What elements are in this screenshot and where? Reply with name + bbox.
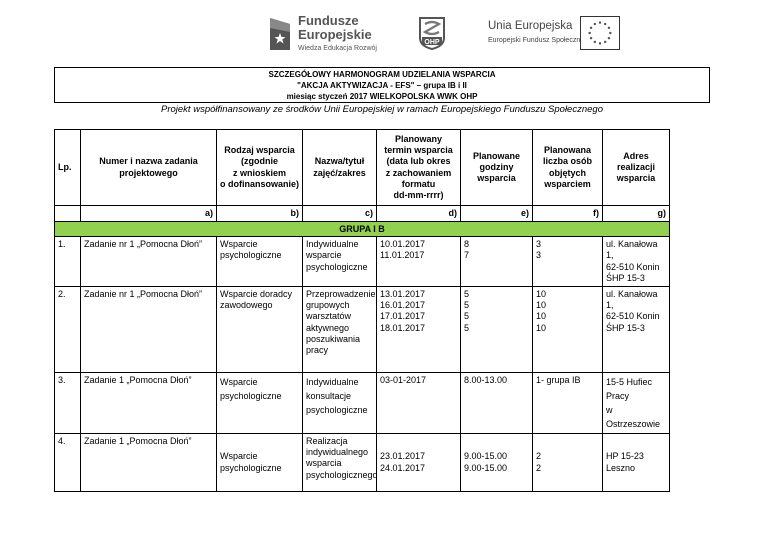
cell-line: 5 <box>464 311 470 322</box>
header-term-line: z zachowaniem <box>385 167 452 178</box>
cell-line: wsparcie <box>306 250 342 261</box>
cell-line: 11.01.2017 <box>380 250 425 261</box>
header-term <box>377 130 461 206</box>
cell-line: 24.01.2017 <box>380 462 426 473</box>
cell-line: psychologiczne <box>306 261 368 272</box>
header-support-line: (zgodnie <box>241 156 278 167</box>
table-row <box>55 287 670 373</box>
cell-line: 9.00-15.00 <box>464 462 508 473</box>
cell-hours <box>461 373 533 434</box>
document-subtitle: Projekt współfinansowany ze środków Unii Europejskiej w ramach Europejskiego Funduszu Społecznego <box>161 104 603 115</box>
fe-logo-line3: Wiedza Edukacja Rozwój <box>298 45 377 52</box>
header-support-line: Rodzaj wsparcia <box>224 145 295 156</box>
cell-hours <box>461 287 533 373</box>
cell-task: Zadanie 1 „Pomocna Dłoń” <box>81 434 217 492</box>
cell-term <box>377 237 461 287</box>
cell-line: ul. Kanałowa 1, <box>606 289 658 311</box>
header-term-line: termin wsparcia <box>384 145 453 156</box>
header-lp: Lp. <box>55 130 81 206</box>
cell-line: psychologiczne <box>306 405 368 416</box>
column-letters-row <box>55 206 670 222</box>
cell-address <box>603 373 670 434</box>
title-line1: SZCZEGÓŁOWY HARMONOGRAM UDZIELANIA WSPARCIA <box>268 70 496 79</box>
cell-line: grupowych <box>306 300 350 311</box>
group-label: GRUPA I B <box>55 222 670 237</box>
ohp-logo-text: OHP <box>424 39 440 46</box>
ue-logo-line2: Europejski Fundusz Społeczny <box>488 37 584 44</box>
fe-logo-line2: Europejskie <box>298 27 372 42</box>
cell-line: 10 <box>536 311 547 322</box>
cell-people <box>533 287 603 373</box>
cell-line: pracy <box>306 345 329 356</box>
cell-lp: 3. <box>55 373 81 434</box>
table-row <box>55 434 670 492</box>
header-support-line: o dofinansowanie) <box>220 178 300 189</box>
cell-line: 18.01.2017 <box>380 322 426 333</box>
cell-line: Wsparcie <box>220 239 258 250</box>
cell-line: 10 <box>536 300 547 311</box>
cell-line: 10 <box>536 322 547 333</box>
cell-people <box>533 434 603 492</box>
cell-line: 1- grupa IB <box>536 375 581 386</box>
cell-line: 23.01.2017 <box>380 451 426 462</box>
cell-line: Indywidualne <box>306 377 359 388</box>
cell-title <box>303 373 377 434</box>
cell-line: 62-510 Konin <box>606 311 660 322</box>
cell-line: ŚHP 15-3 <box>606 322 645 333</box>
cell-line: Wsparcie <box>220 451 258 462</box>
column-letter: g) <box>603 206 670 222</box>
cell-line: 17.01.2017 <box>380 311 426 322</box>
cell-support <box>217 237 303 287</box>
header-support <box>217 130 303 206</box>
cell-line: 5 <box>464 289 470 300</box>
cell-lp: 4. <box>55 434 81 492</box>
header-task: Numer i nazwa zadania projektowego <box>81 130 217 206</box>
cell-line: 9.00-15.00 <box>464 451 508 462</box>
cell-line: 62-510 Konin <box>606 261 660 272</box>
header-term-line: formatu <box>401 178 436 189</box>
column-letter: f) <box>533 206 603 222</box>
cell-line: 2 <box>536 451 542 462</box>
cell-line: Realizacja <box>306 436 348 447</box>
cell-line: 5 <box>464 300 470 311</box>
cell-line: 5 <box>464 322 470 333</box>
cell-line: 8 <box>464 239 470 250</box>
column-letter: e) <box>461 206 533 222</box>
cell-line: indywidualnego <box>306 447 369 458</box>
cell-people <box>533 373 603 434</box>
cell-term <box>377 287 461 373</box>
cell-line: 03-01-2017 <box>380 375 427 386</box>
cell-line: psychologiczne <box>220 391 282 402</box>
cell-term <box>377 434 461 492</box>
table-row <box>55 237 670 287</box>
cell-line: zawodowego <box>220 300 273 311</box>
cell-support <box>217 287 303 373</box>
cell-support <box>217 434 303 492</box>
cell-lp: 1. <box>55 237 81 287</box>
cell-line: 7 <box>464 250 470 261</box>
table-header-row <box>55 130 670 206</box>
cell-task: Zadanie nr 1 „Pomocna Dłoń” <box>81 287 217 373</box>
header-support-line: z wnioskiem <box>232 167 286 178</box>
column-letter: d) <box>377 206 461 222</box>
cell-line: 16.01.2017 <box>380 300 426 311</box>
cell-line: 10.01.2017 <box>380 239 426 250</box>
cell-line: 10 <box>536 289 547 300</box>
header-term-line: (data lub okres <box>386 156 451 167</box>
fundusze-europejskie-flag-icon <box>268 14 292 52</box>
cell-line: wsparcia <box>306 458 342 469</box>
cell-line: 3 <box>536 239 542 250</box>
schedule-table <box>54 129 670 492</box>
fundusze-europejskie-logo <box>268 14 378 56</box>
cell-line: Przeprowadzenie <box>306 289 376 300</box>
cell-line: warsztatów <box>306 311 352 322</box>
letter-empty <box>55 206 81 222</box>
cell-people <box>533 237 603 287</box>
header-people: Planowana liczba osób objętych wsparciem <box>533 130 603 206</box>
cell-task: Zadanie nr 1 „Pomocna Dłoń” <box>81 237 217 287</box>
title-line2: "AKCJA AKTYWIZACJA - EFS" – grupa IB i II <box>297 81 467 90</box>
cell-hours <box>461 237 533 287</box>
cell-line: 13.01.2017 <box>380 289 426 300</box>
cell-line: psychologicznego <box>306 469 378 480</box>
cell-title <box>303 237 377 287</box>
cell-address <box>603 237 670 287</box>
title-line3: miesiąc styczeń 2017 WIELKOPOLSKA WWK OHP <box>286 92 478 101</box>
group-row <box>55 222 670 237</box>
cell-line: aktywnego <box>306 322 350 333</box>
cell-line: 2 <box>536 462 542 473</box>
cell-line: ul. Kanałowa 1, <box>606 239 658 261</box>
header-hours: Planowane godziny wsparcia <box>461 130 533 206</box>
cell-line: ŚHP 15-3 <box>606 272 645 283</box>
column-letter: c) <box>303 206 377 222</box>
cell-title <box>303 434 377 492</box>
ue-logo-line1: Unia Europejska <box>488 20 573 32</box>
cell-line: HP 15-23 Leszno <box>606 451 644 473</box>
cell-line: 15-5 Hufiec Pracy <box>606 377 653 402</box>
document-title <box>54 67 710 103</box>
cell-line: Wsparcie doradcy <box>220 289 293 300</box>
unia-europejska-logo <box>488 18 628 52</box>
header-address: Adres realizacji wsparcia <box>603 130 670 206</box>
cell-line: poszukiwania <box>306 333 361 344</box>
cell-term <box>377 373 461 434</box>
cell-line: 3 <box>536 250 542 261</box>
column-letter: b) <box>217 206 303 222</box>
column-letter: a) <box>81 206 217 222</box>
fe-logo-line1: Fundusze <box>298 13 359 28</box>
cell-title <box>303 287 377 373</box>
eu-flag-icon <box>580 16 620 50</box>
cell-support <box>217 373 303 434</box>
header-term-line: Planowany <box>394 133 442 144</box>
cell-line: psychologiczne <box>220 462 282 473</box>
header-term-line: dd-mm-rrrr) <box>393 189 444 200</box>
cell-line: psychologiczne <box>220 250 282 261</box>
cell-line: 8.00-13.00 <box>464 375 508 386</box>
header-title: Nazwa/tytuł zajęć/zakres <box>303 130 377 206</box>
cell-task: Zadanie 1 „Pomocna Dłoń” <box>81 373 217 434</box>
cell-address <box>603 287 670 373</box>
cell-lp: 2. <box>55 287 81 373</box>
cell-address <box>603 434 670 492</box>
cell-line: konsultacje <box>306 391 352 402</box>
cell-hours <box>461 434 533 492</box>
cell-line: Wsparcie <box>220 377 258 388</box>
cell-line: w Ostrzeszowie <box>606 405 661 430</box>
cell-line: Indywidualne <box>306 239 359 250</box>
ohp-logo <box>416 16 448 50</box>
table-row <box>55 373 670 434</box>
